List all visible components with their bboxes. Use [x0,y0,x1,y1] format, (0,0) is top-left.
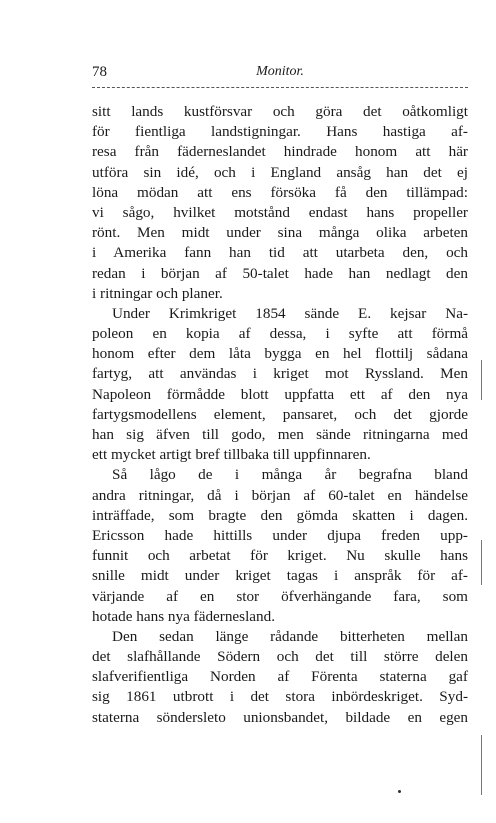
scan-speck [398,790,401,793]
text-line: i Amerika fann han tid att utarbeta den, och [92,244,468,262]
page-header [92,64,468,86]
text-line: sig 1861 utbrott i det stora inbördeskriget. Syd- [92,688,468,706]
text-line: poleon en kopia af dessa, i syfte att förmå [92,325,468,343]
text-line: funnit och arbetat för kriget. Nu skulle hans [92,547,468,565]
text-line: fartygsmodellens element, pansaret, och det gjorde [92,405,468,423]
text-line: Så lågo de i många år begrafna bland [112,466,468,484]
margin-scan-mark [481,540,482,585]
page-number: 78 [92,64,107,80]
text-line: inträffade, som bragte den gömda skatten i dagen. [92,506,468,524]
text-line: resa från fäderneslandet hindrade honom att här [92,143,468,161]
text-line: han sig äfven till godo, men sände ritningarna med [92,426,468,443]
text-line: redan i början af 50-talet hade han nedlagt den [92,264,468,282]
text-line: honom efter dem låta bygga en hel flottilj sådana [92,345,468,363]
text-line: det slafhållande Södern och det till större delen [92,648,468,666]
text-line: ett mycket artigt bref tillbaka till uppfinnaren. [92,446,371,464]
text-line: Napoleon förmådde blott uppfatta ett af den nya [92,385,468,403]
text-line: staterna söndersleto unionsbandet, bildade en egen [92,708,468,726]
text-line: i ritningar och planer. [92,284,223,302]
body-text [92,102,468,728]
text-line: utföra sin idé, och i England ansåg han det ej [92,163,468,181]
text-line: snille midt under kriget tagas i anspråk för af- [92,567,468,585]
text-line: Den sedan länge rådande bitterheten mellan [112,627,468,645]
text-line: andra ritningar, då i början af 60-talet en händelse [92,486,468,504]
margin-scan-mark [481,360,482,400]
text-line: fartyg, att användas i kriget mot Ryssland. Men [92,365,468,383]
running-title: Monitor. [256,64,304,79]
text-line: vi sågo, hvilket motstånd endast hans propeller [92,203,468,221]
text-line: för fientliga landstigningar. Hans hastiga af- [92,123,468,141]
text-line: hotade hans nya fädernesland. [92,607,276,625]
text-line: slafverifientliga Norden af Förenta staterna gaf [92,668,468,686]
text-line: Ericsson hade hittills under djupa freden upp- [92,526,468,544]
margin-scan-mark [481,735,482,795]
text-line: sitt lands kustförsvar och göra det oåtkomligt [92,103,468,120]
text-line: rönt. Men midt under sina många olika arbeten [92,224,468,242]
text-line: löna mödan att ens försöka få den tillämpad: [92,183,468,201]
text-line: värjande af en stor öfverhängande fara, som [92,587,468,605]
header-rule [92,87,468,88]
text-line: Under Krimkriget 1854 sände E. kejsar Na- [112,304,468,322]
